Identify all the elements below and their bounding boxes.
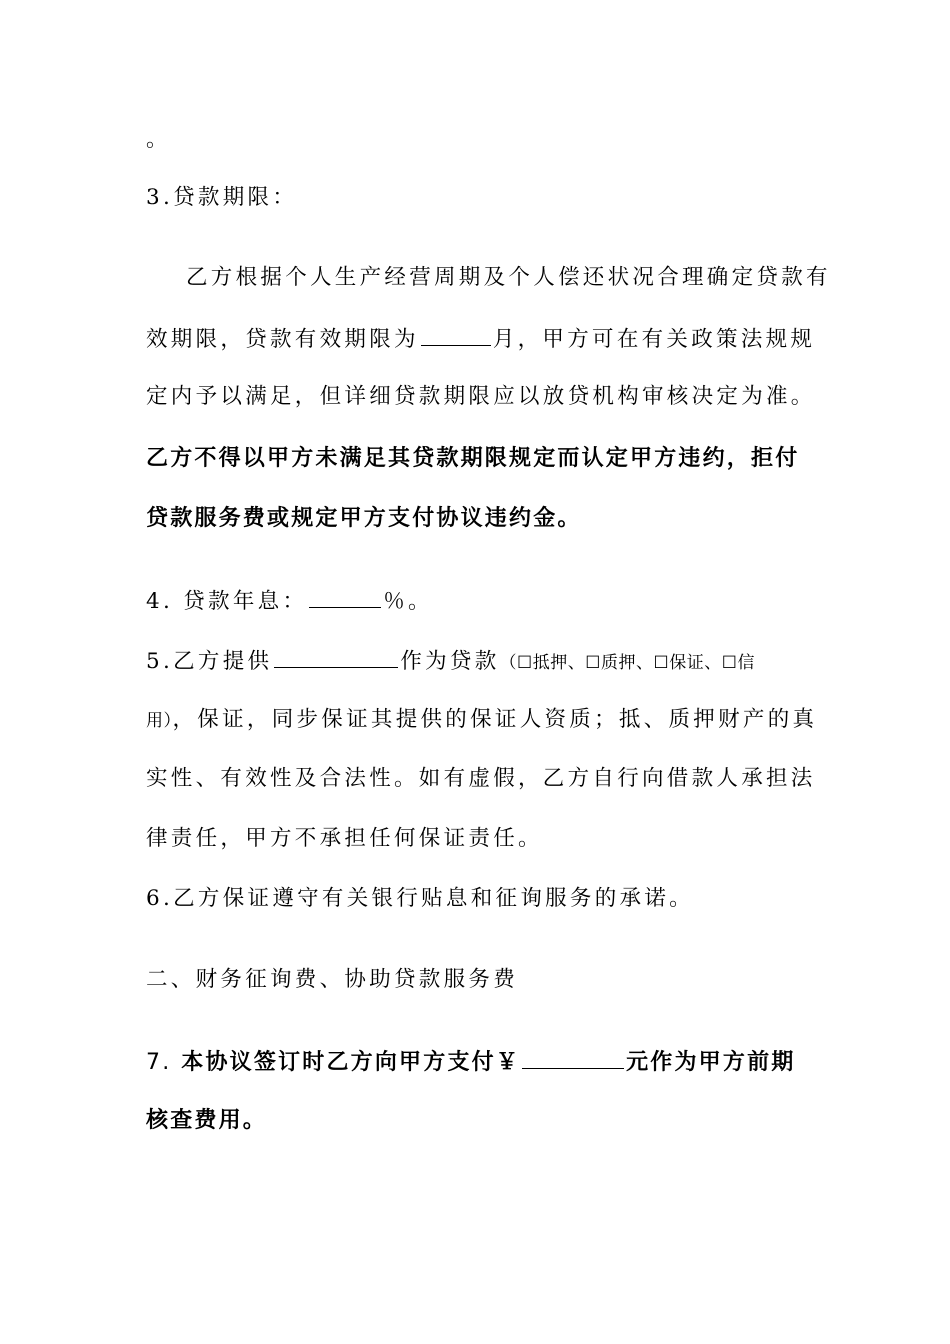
loan-term-paragraph-line-2	[146, 323, 815, 355]
bold-clause-line-1: 乙方不得以甲方未满足其贷款期限规定而认定甲方违约，拒付	[146, 446, 800, 471]
loan-term-text-cont: 月，甲方可在有关政策法规规	[492, 327, 816, 352]
loan-term-paragraph-line-3: 定内予以满足，但详细贷款期限应以放贷机构审核决定为准。	[146, 384, 816, 409]
chapter-2-heading: 二、财务征询费、协助贷款服务费	[146, 967, 519, 992]
section-5-line-4: 律责任，甲方不承担任何保证责任。	[146, 826, 543, 851]
collateral-blank[interactable]	[274, 645, 398, 668]
interest-label: 4. 贷款年息：	[146, 589, 308, 614]
interest-rate-blank[interactable]	[309, 585, 381, 608]
section-5-line-1	[146, 645, 755, 678]
collateral-text-cont: 作为贷款	[400, 649, 500, 674]
guarantee-type-option-credit: 用）	[146, 711, 173, 731]
loan-term-months-blank[interactable]	[421, 323, 491, 346]
guarantee-type-options[interactable]: （☐抵押、☐质押、☐保证、☐信	[499, 653, 755, 673]
section-7-line-2: 核查费用。	[146, 1108, 268, 1133]
section-7-text-cont: 元作为甲方前期	[626, 1050, 796, 1075]
section-6: 6.乙方保证遵守有关银行贴息和征询服务的承诺。	[146, 886, 694, 911]
interest-suffix: ％。	[383, 589, 433, 614]
loan-term-text: 效期限，贷款有效期限为	[146, 327, 419, 352]
collateral-text: 5.乙方提供	[146, 649, 273, 674]
bold-clause-line-2: 贷款服务费或规定甲方支付协议违约金。	[146, 506, 582, 531]
trailing-period: 。	[146, 127, 171, 152]
section-5-text: ，保证，同步保证其提供的保证人资质；抵、质押财产的真	[172, 707, 818, 732]
section-3-heading: 3.贷款期限：	[146, 185, 298, 210]
section-7-number: 7.	[146, 1050, 172, 1075]
section-4-interest	[146, 585, 433, 617]
loan-term-paragraph-line-1: 乙方根据个人生产经营周期及个人偿还状况合理确定贷款有	[186, 265, 831, 290]
section-7-text: 本协议签订时乙方向甲方支付￥	[181, 1050, 521, 1075]
fee-amount-blank[interactable]	[522, 1046, 624, 1069]
section-5-line-2	[146, 705, 817, 736]
section-7-line-1	[146, 1046, 795, 1078]
section-5-line-3: 实性、有效性及合法性。如有虚假，乙方自行向借款人承担法	[146, 766, 816, 791]
